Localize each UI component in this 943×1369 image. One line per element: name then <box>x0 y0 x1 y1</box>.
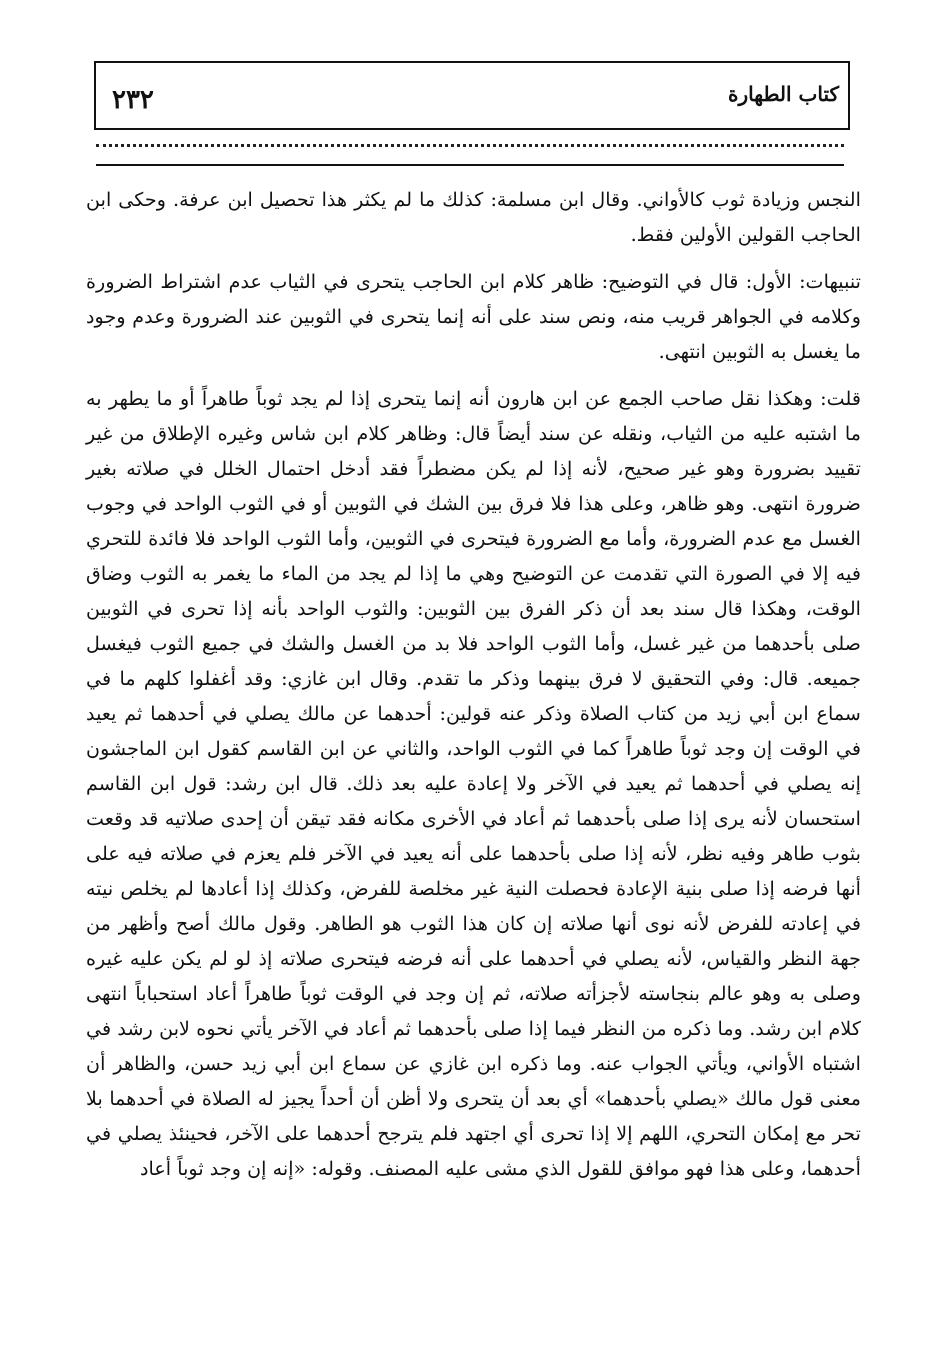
dotted-divider <box>96 144 844 147</box>
paragraph-notes: تنبيهات: الأول: قال في التوضيح: ظاهر كلام ابن الحاجب يتحرى في الثياب عدم اشتراط الضرورة وكلامه في الجواهر قريب منه، ونص سند على أنه إنما يتحرى في الثوبين عند الضرورة وعدم وجود ما يغسل به الثوبين انتهى. <box>86 270 861 363</box>
solid-divider <box>96 164 844 166</box>
body-text <box>86 182 861 1186</box>
page-number: ٢٣٢ <box>112 85 154 115</box>
paragraph-intro: النجس وزيادة ثوب كالأواني. وقال ابن مسلمة: كذلك ما لم يكثر هذا تحصيل ابن عرفة. وحكى ابن الحاجب القولين الأولين فقط. <box>86 188 861 246</box>
paragraph-discussion: قلت: وهكذا نقل صاحب الجمع عن ابن هارون أنه إنما يتحرى إذا لم يجد ثوباً طاهراً أو ما يطهر به ما اشتبه عليه من الثياب، ونقله عن سند أيضاً قال: وظاهر كلام ابن شاس وغيره الإطلاق من غير تقييد بضرورة وهو غير صحيح، لأنه إذا لم يكن مضطراً فقد أدخل احتمال الخلل في صلاته بغير ضرورة انتهى. وهو ظاهر، وعلى هذا فلا فرق بين الشك في الثوبين أو في الثوب الواحد في وجوب الغسل مع عدم الضرورة، وأما مع الضرورة فيتحرى في الثوبين، وأما الثوب الواحد فلا فائدة للتحري فيه إلا في الصورة التي تقدمت عن التوضيح وهي ما إذا لم يجد من الماء ما يغمر به الثوب وضاق الوقت، وهكذا قال سند بعد أن ذكر الفرق بين الثوبين: والثوب الواحد بأنه إذا تحرى في الثوبين صلى بأحدهما من غير غسل، وأما الثوب الواحد فلا بد من الغسل والشك في جميع الثوب فيغسل جميعه. قال: وفي التحقيق لا فرق بينهما وذكر ما تقدم. وقال ابن غازي: وقد أغفلوا كلهم ما في سماع ابن أبي زيد من كتاب الصلاة وذكر عنه قولين: أحدهما عن مالك يصلي في أحدهما ثم يعيد في الوقت إن وجد ثوباً طاهراً كما في الثوب الواحد، والثاني عن ابن القاسم كقول ابن الماجشون إنه يصلي في أحدهما ثم يعيد في الآخر ولا إعادة عليه بعد ذلك. قال ابن رشد: قول ابن القاسم استحسان لأنه يرى إذا صلى بأحدهما ثم أعاد في الأخرى مكانه فقد تيقن أن إحدى صلاتيه قد وقعت بثوب طاهر وفيه نظر، لأنه إذا صلى بأحدهما على أنه يعيد في الآخر فلم يعزم في صلاته فيه على أنها فرضه إذا صلى بنية الإعادة فحصلت النية غير مخلصة للفرض، وكذلك إذا أعادها لم يخلص نيته في إعادته للفرض لأنه نوى أنها صلاته إن كان هذا الثوب هو الطاهر. وقول مالك أصح وأظهر من جهة النظر والقياس، لأنه يصلي في أحدهما على أنه فرضه فيتحرى صلاته إذ لو لم يكن عليه غيره وصلى به وهو عالم بنجاسته لأجزأته صلاته، ثم إن وجد في الوقت ثوباً طاهراً أعاد استحباباً انتهى كلام ابن رشد. وما ذكره من النظر فيما إذا صلى بأحدهما ثم أعاد في الآخر يأتي نحوه لابن رشد في اشتباه الأواني، ويأتي الجواب عنه. وما ذكره ابن غازي عن سماع ابن أبي زيد حسن، والظاهر أن معنى قول مالك «يصلي بأحدهما» أي بعد أن يتحرى ولا أظن أن أحداً يجيز له الصلاة في أحدهما بلا تحر مع إمكان التحري، اللهم إلا إذا تحرى أي اجتهد فلم يترجح أحدهما على الآخر، فحينئذ يصلي في أحدهما، وعلى هذا فهو موافق للقول الذي مشى عليه المصنف. وقوله: «إنه إن وجد ثوباً أعاد <box>86 387 862 1180</box>
running-title: كتاب الطهارة <box>728 82 839 106</box>
